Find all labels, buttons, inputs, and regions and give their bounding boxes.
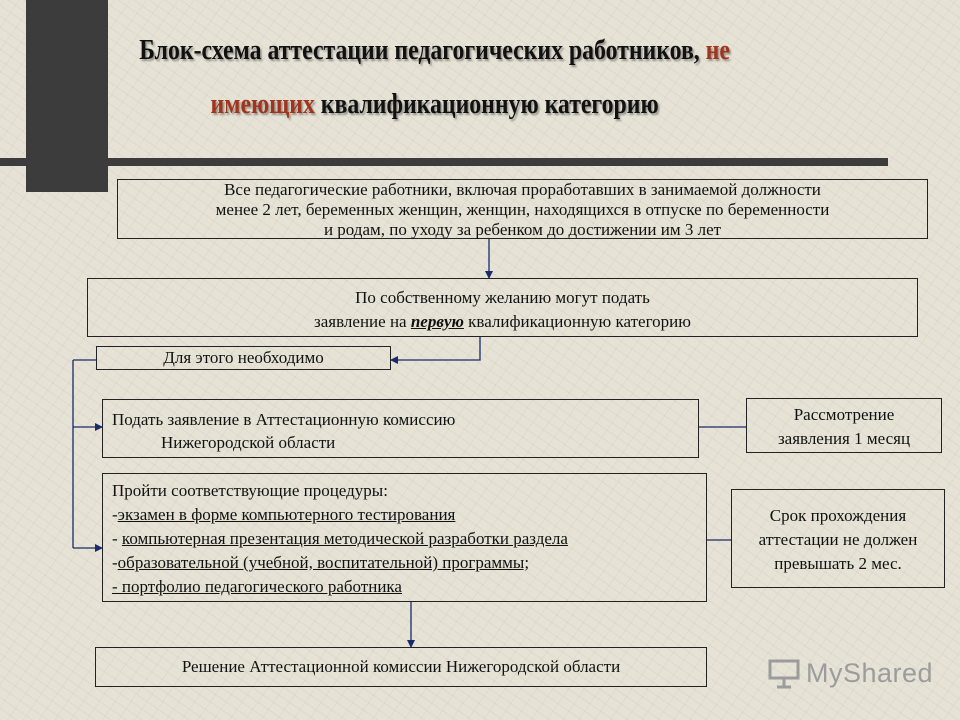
box-all-workers [117,179,928,239]
procedures-item-3-text: образовательной (учебной, воспитательной) программы; [117,553,530,572]
arrow-wish-to-necessary [391,337,480,360]
procedures-item-2-text: компьютерная презентация методической разработки раздела [121,529,568,548]
necessary-text: Для этого необходимо [163,348,324,367]
watermark-logo [768,655,938,695]
procedures-item-3-prefix: - [112,553,118,572]
procedures-item-2 [112,527,706,551]
own-wish-line-1: По собственному желанию могут подать [355,288,650,307]
procedures-item-4-text: - портфолио педагогического работника [112,577,402,596]
title-line-1-accent: не [705,34,730,66]
box-decision [95,647,707,687]
review-line-2: заявления 1 месяц [777,429,911,448]
procedures-item-1 [112,503,706,527]
procedures-item-1-prefix: - [112,505,118,524]
title-line-2-main: квалификационную категорию [320,88,659,120]
own-wish-line-2-after: квалификационную категорию [463,312,691,331]
own-wish-line-2 [88,310,917,334]
title-line-1-main: Блок-схема аттестации педагогических работников, [139,34,700,66]
all-workers-line-3: и родам, по уходу за ребенком до достижении им 3 лет [323,220,722,239]
box-procedures [102,473,707,602]
box-term-limit [731,489,945,588]
title-line-2-accent: имеющих [210,88,315,120]
term-line-3: превышать 2 мес. [774,554,902,573]
presentation-board-icon [768,659,800,689]
term-line-2: аттестации не должен [758,530,918,549]
procedures-item-1-text: экзамен в форме компьютерного тестирования [117,505,456,524]
procedures-item-2-prefix: - [112,529,122,548]
procedures-item-3 [112,551,706,575]
own-wish-line-2-before: заявление на [314,312,411,331]
procedures-item-4 [112,575,706,599]
own-wish-emphasis: первую [410,312,464,331]
procedures-heading: Пройти соответствующие процедуры: [112,481,388,500]
term-line-1: Срок прохождения [769,506,907,525]
decision-text: Решение Аттестационной комиссии Нижегородской области [181,657,621,676]
submit-line-2: Нижегородской области [161,433,336,452]
review-line-1: Рассмотрение [793,405,895,424]
box-necessary [96,346,391,370]
box-submit-application [102,399,699,458]
box-own-wish [87,278,918,337]
box-review-period [746,398,942,453]
watermark-text: MyShared [806,658,934,688]
submit-line-1: Подать заявление в Аттестационную комиссию [112,410,456,429]
all-workers-line-1: Все педагогические работники, включая проработавших в занимаемой должности [224,180,821,199]
all-workers-line-2: менее 2 лет, беременных женщин, женщин, находящихся в отпуске по беременности [215,200,830,219]
